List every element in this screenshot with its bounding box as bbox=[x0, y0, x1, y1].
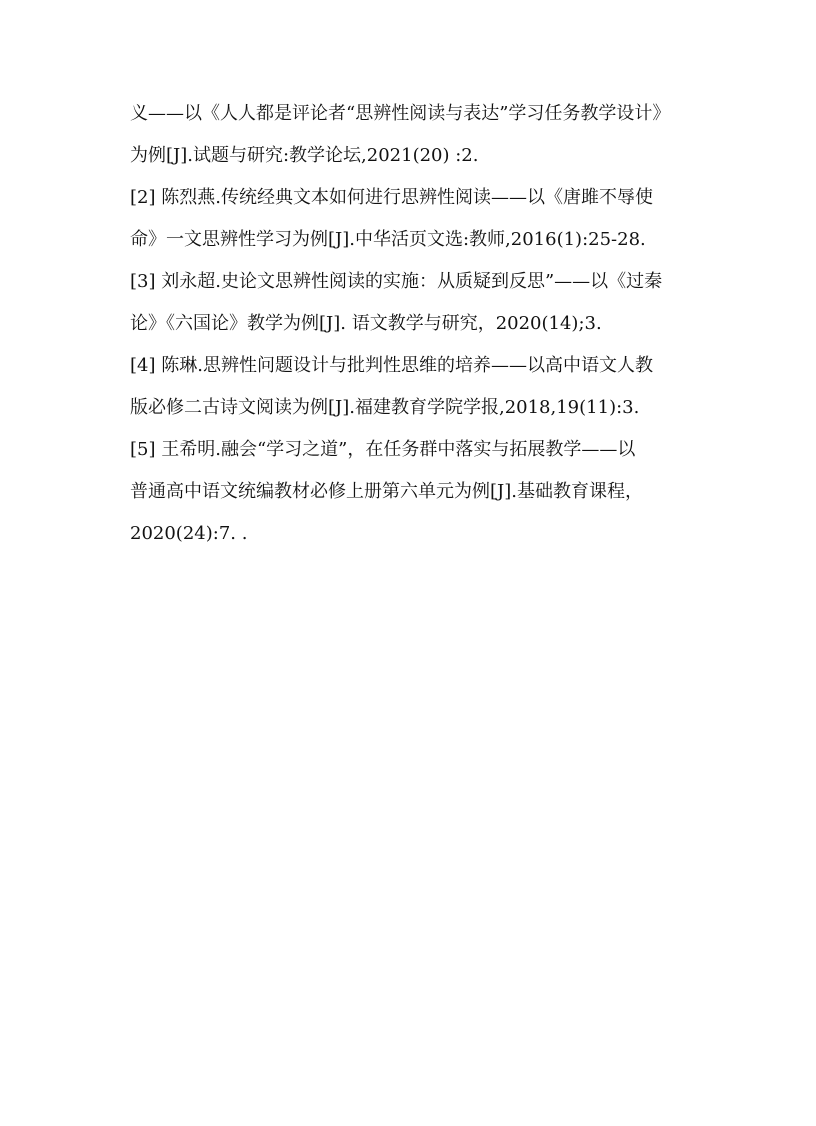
reference-line: [2] 陈烈燕.传统经典文本如何进行思辨性阅读——以《唐雎不辱使 bbox=[130, 187, 653, 208]
reference-line: 命》一文思辨性学习为例[J].中华活页文选:教师,2016(1):25-28. bbox=[130, 229, 646, 250]
reference-line: 普通高中语文统编教材必修上册第六单元为例[J].基础教育课程， bbox=[130, 481, 643, 502]
reference-list bbox=[130, 100, 690, 562]
reference-line: [3] 刘永超.史论文思辨性阅读的实施：从质疑到反思”——以《过秦 bbox=[130, 271, 663, 292]
reference-line: 2020(24):7. . bbox=[130, 523, 248, 544]
reference-line: 为例[J].试题与研究:教学论坛,2021(20) :2. bbox=[130, 145, 479, 166]
reference-line: [5] 王希明.融会“学习之道”，在任务群中落实与拓展教学——以 bbox=[130, 439, 636, 460]
reference-line: 义——以《人人都是评论者“思辨性阅读与表达”学习任务教学设计》 bbox=[130, 103, 671, 124]
reference-line: 版必修二古诗文阅读为例[J].福建教育学院学报,2018,19(11):3. bbox=[130, 397, 640, 418]
reference-line: 论》《六国论》教学为例[J]. 语文教学与研究，2020(14);3. bbox=[130, 313, 602, 334]
reference-line: [4] 陈琳.思辨性问题设计与批判性思维的培养——以高中语文人教 bbox=[130, 355, 653, 376]
